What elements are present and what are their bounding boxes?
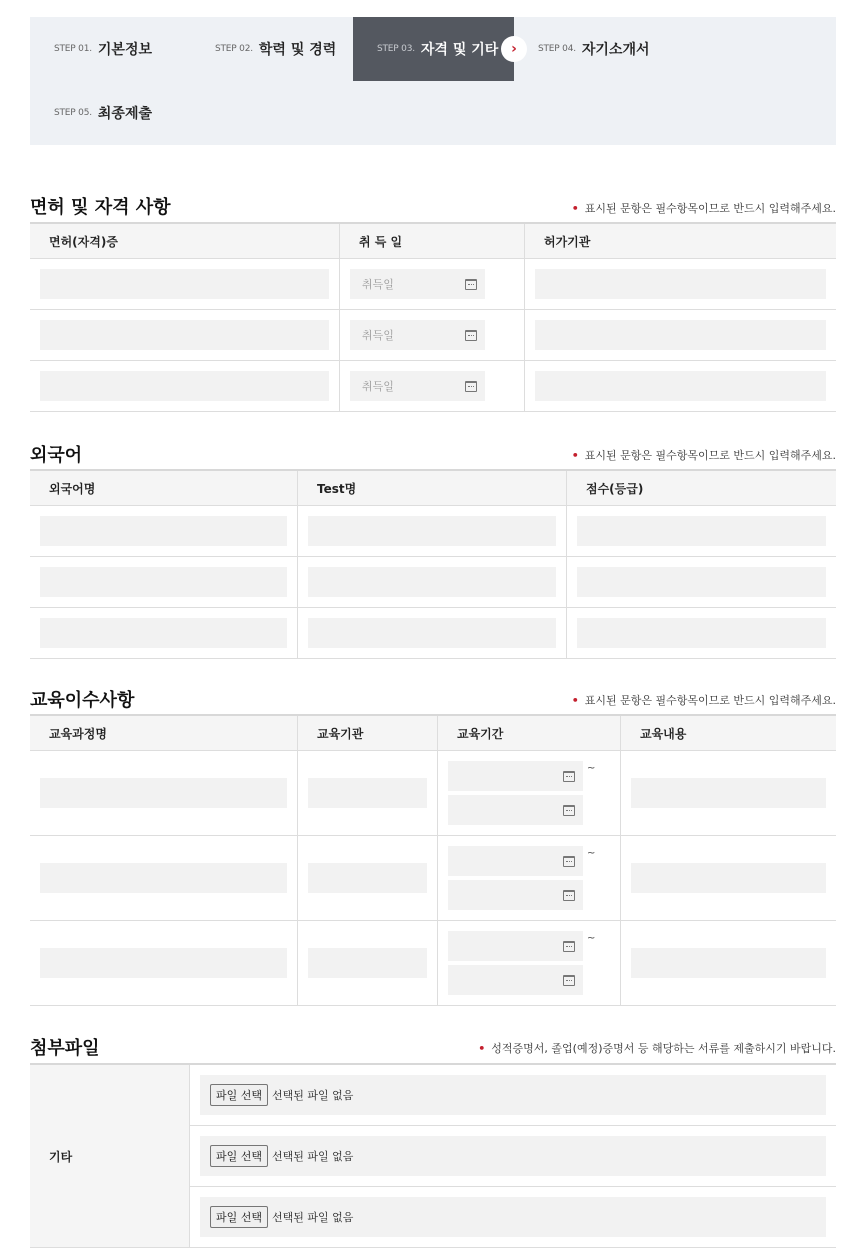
file-select-button[interactable]: 파일 선택 (210, 1206, 268, 1228)
table-row (190, 1065, 836, 1126)
chevron-right-icon: › (501, 36, 527, 62)
issuing-agency-input[interactable] (535, 320, 826, 350)
content-input[interactable] (631, 778, 826, 808)
course-name-input[interactable] (40, 948, 287, 978)
step-2[interactable] (191, 17, 353, 81)
step-3-num: STEP 03. (377, 44, 415, 54)
institution-input[interactable] (308, 778, 427, 808)
header-test-name: Test명 (298, 471, 567, 505)
language-name-input[interactable] (40, 567, 287, 597)
step-1-name: 기본정보 (97, 42, 153, 58)
date-placeholder: 취득일 (362, 380, 394, 393)
course-name-input[interactable] (40, 778, 287, 808)
language-section-title: 외국어 (30, 445, 83, 466)
step-navigation (30, 17, 836, 145)
step-1-num: STEP 01. (54, 44, 92, 54)
required-bullet: • (571, 448, 579, 462)
table-row (30, 921, 836, 1006)
institution-input[interactable] (308, 863, 427, 893)
license-name-input[interactable] (40, 320, 329, 350)
acquired-date-input[interactable] (350, 269, 485, 299)
period-start-input[interactable] (448, 931, 583, 961)
calendar-icon[interactable] (563, 805, 575, 816)
table-row (30, 310, 836, 361)
test-name-input[interactable] (308, 618, 556, 648)
header-acquired-date: 취 득 일 (340, 224, 525, 258)
score-input[interactable] (577, 567, 826, 597)
table-row (190, 1187, 836, 1248)
table-row (30, 259, 836, 310)
table-row (30, 836, 836, 921)
table-row (30, 751, 836, 836)
file-status: 선택된 파일 없음 (272, 1211, 354, 1224)
calendar-icon[interactable] (563, 975, 575, 986)
course-name-input[interactable] (40, 863, 287, 893)
step-4[interactable] (514, 17, 675, 81)
step-4-num: STEP 04. (538, 44, 576, 54)
score-input[interactable] (577, 618, 826, 648)
file-input[interactable] (200, 1075, 826, 1115)
education-notice-text: 표시된 문항은 필수항목이므로 반드시 입력해주세요. (584, 694, 836, 707)
step-1[interactable] (30, 17, 191, 81)
calendar-icon[interactable] (563, 771, 575, 782)
file-input[interactable] (200, 1197, 826, 1237)
date-placeholder: 취득일 (362, 329, 394, 342)
step-5-num: STEP 05. (54, 108, 92, 118)
required-bullet: • (571, 693, 579, 707)
education-table (30, 714, 836, 1006)
file-input[interactable] (200, 1136, 826, 1176)
step-5[interactable] (30, 81, 191, 145)
score-input[interactable] (577, 516, 826, 546)
table-row (190, 1126, 836, 1187)
required-bullet: • (571, 201, 579, 215)
content-input[interactable] (631, 863, 826, 893)
step-3[interactable] (353, 17, 514, 81)
license-notice-text: 표시된 문항은 필수항목이므로 반드시 입력해주세요. (584, 202, 836, 215)
period-end-input[interactable] (448, 795, 583, 825)
language-notice-text: 표시된 문항은 필수항목이므로 반드시 입력해주세요. (584, 449, 836, 462)
language-name-input[interactable] (40, 618, 287, 648)
tilde: ~ (587, 933, 596, 944)
period-end-input[interactable] (448, 965, 583, 995)
table-row (30, 608, 836, 659)
header-institution: 교육기관 (298, 716, 438, 750)
header-issuing-agency: 허가기관 (544, 234, 591, 249)
language-table-header (30, 471, 836, 506)
header-license: 면허(자격)증 (30, 224, 340, 258)
table-row (30, 506, 836, 557)
test-name-input[interactable] (308, 516, 556, 546)
education-table-header (30, 716, 836, 751)
header-content: 교육내용 (640, 726, 687, 741)
date-placeholder: 취득일 (362, 278, 394, 291)
file-status: 선택된 파일 없음 (272, 1089, 354, 1102)
file-select-button[interactable]: 파일 선택 (210, 1145, 268, 1167)
tilde: ~ (587, 848, 596, 859)
education-section-title: 교육이수사항 (30, 690, 135, 711)
calendar-icon[interactable] (563, 890, 575, 901)
acquired-date-input[interactable] (350, 371, 485, 401)
header-period: 교육기간 (438, 716, 621, 750)
language-name-input[interactable] (40, 516, 287, 546)
license-name-input[interactable] (40, 371, 329, 401)
license-name-input[interactable] (40, 269, 329, 299)
period-start-input[interactable] (448, 846, 583, 876)
license-table-header (30, 224, 836, 259)
required-bullet: • (478, 1041, 486, 1055)
content-input[interactable] (631, 948, 826, 978)
test-name-input[interactable] (308, 567, 556, 597)
header-score: 점수(등급) (586, 481, 644, 496)
license-section-title: 면허 및 자격 사항 (30, 197, 171, 218)
step-2-num: STEP 02. (215, 44, 253, 54)
license-table (30, 222, 836, 412)
step-2-name: 학력 및 경력 (258, 42, 337, 58)
tilde: ~ (587, 763, 596, 774)
table-row (30, 557, 836, 608)
calendar-icon[interactable] (465, 381, 477, 392)
step-3-name: 자격 및 기타 (420, 42, 499, 58)
education-notice (572, 692, 836, 708)
calendar-icon[interactable] (465, 279, 477, 290)
header-course-name: 교육과정명 (30, 716, 298, 750)
period-end-input[interactable] (448, 880, 583, 910)
file-select-button[interactable]: 파일 선택 (210, 1084, 268, 1106)
step-5-name: 최종제출 (97, 106, 153, 122)
file-status: 선택된 파일 없음 (272, 1150, 354, 1163)
period-inputs (448, 761, 595, 825)
language-table (30, 469, 836, 659)
header-language-name: 외국어명 (30, 471, 298, 505)
attachment-table (30, 1063, 836, 1248)
issuing-agency-input[interactable] (535, 269, 826, 299)
attachment-section-title: 첨부파일 (30, 1038, 100, 1059)
institution-input[interactable] (308, 948, 427, 978)
period-inputs (448, 931, 595, 995)
issuing-agency-input[interactable] (535, 371, 826, 401)
license-notice (572, 200, 836, 216)
acquired-date-input[interactable] (350, 320, 485, 350)
attachment-row-label: 기타 (30, 1065, 190, 1248)
calendar-icon[interactable] (563, 941, 575, 952)
attachment-notice-text: 성적증명서, 졸업(예정)증명서 등 해당하는 서류를 제출하시기 바랍니다. (491, 1042, 836, 1055)
calendar-icon[interactable] (563, 856, 575, 867)
period-start-input[interactable] (448, 761, 583, 791)
table-row (30, 361, 836, 412)
calendar-icon[interactable] (465, 330, 477, 341)
period-inputs (448, 846, 595, 910)
step-4-name: 자기소개서 (581, 42, 650, 58)
attachment-notice (478, 1040, 836, 1056)
language-notice (572, 447, 836, 463)
